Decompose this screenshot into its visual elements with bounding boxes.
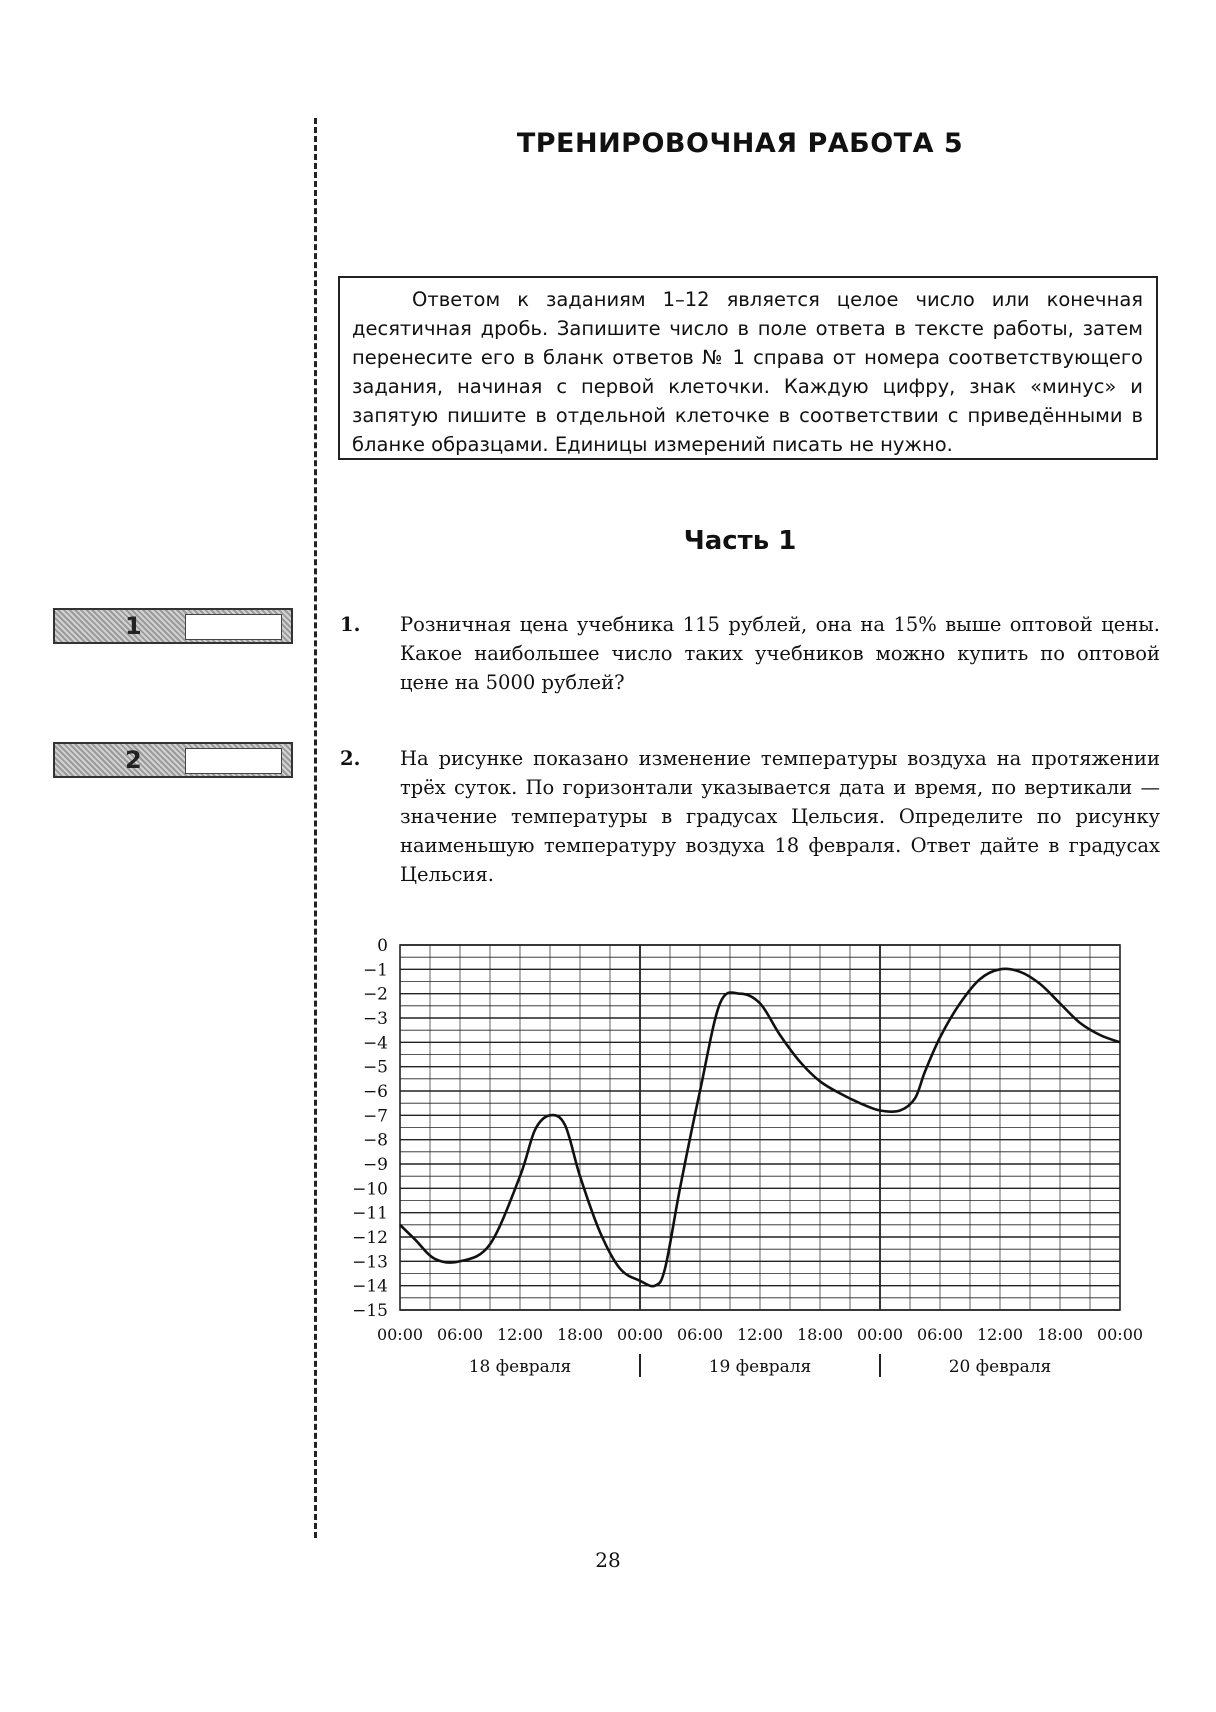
y-tick-label: −12: [352, 1228, 388, 1248]
y-tick-label: −10: [352, 1179, 388, 1200]
part-heading: Часть 1: [683, 526, 797, 556]
x-tick-label: 18:00: [796, 1325, 844, 1344]
task-1: [340, 610, 1160, 697]
instructions-box: Ответом к заданиям 1–12 является целое число или конечная десятичная дробь. Запишите число в поле ответа в тексте работы, затем перенесите его в бланк ответов № 1 справа от номера соответствующего задания, начиная с первой клеточки. Каждую цифру, знак «минус» и запятую пишите в отдельной клеточке в соответствии с приведёнными в бланке образцами. Единицы измерений писать не нужно.: [338, 276, 1158, 460]
y-tick-label: −1: [362, 960, 388, 981]
x-tick-label: 00:00: [1096, 1325, 1144, 1344]
y-tick-label: −3: [362, 1009, 388, 1029]
answer-input-2[interactable]: [185, 748, 282, 774]
task-2: [340, 744, 1160, 889]
x-tick-label: 00:00: [376, 1325, 424, 1344]
page-title: ТРЕНИРОВОЧНАЯ РАБОТА 5: [516, 128, 964, 159]
task-number: 2.: [340, 747, 361, 770]
y-tick-label: −5: [362, 1057, 388, 1078]
x-tick-label: 18:00: [1036, 1325, 1084, 1344]
answer-field-number: 2: [125, 746, 142, 774]
x-tick-label: 06:00: [676, 1325, 724, 1344]
page-number: 28: [595, 1548, 621, 1572]
x-tick-label: 12:00: [736, 1325, 784, 1344]
x-tick-label: 00:00: [856, 1325, 904, 1344]
day-label: 20 февраля: [948, 1357, 1052, 1377]
x-tick-label: 00:00: [616, 1325, 664, 1344]
y-tick-label: 0: [377, 936, 388, 956]
answer-input-1[interactable]: [185, 614, 282, 640]
task-text: Розничная цена учебника 115 рублей, она на 15% выше оптовой цены. Какое наибольшее число таких учебников можно купить по оптовой цене на 5000 рублей?: [400, 613, 1160, 694]
answer-field-1[interactable]: [53, 608, 293, 644]
cut-line: [314, 118, 317, 1538]
x-tick-label: 06:00: [916, 1325, 964, 1344]
x-tick-label: 06:00: [436, 1325, 484, 1344]
x-tick-label: 18:00: [556, 1325, 604, 1344]
day-label: 18 февраля: [468, 1357, 572, 1377]
x-tick-label: 12:00: [976, 1325, 1024, 1344]
y-tick-label: −15: [352, 1301, 388, 1321]
y-tick-label: −7: [362, 1106, 388, 1127]
day-label: 19 февраля: [708, 1357, 812, 1377]
task-number: 1.: [340, 613, 361, 636]
y-tick-label: −9: [362, 1155, 388, 1175]
y-tick-label: −4: [362, 1033, 388, 1054]
answer-field-number: 1: [125, 612, 142, 640]
x-tick-label: 12:00: [496, 1325, 544, 1344]
y-tick-label: −13: [352, 1252, 388, 1273]
y-tick-label: −6: [362, 1082, 388, 1102]
y-tick-label: −14: [352, 1276, 388, 1297]
y-tick-label: −11: [352, 1203, 388, 1224]
y-tick-label: −8: [362, 1130, 388, 1151]
task-text: На рисунке показано изменение температуры воздуха на протяжении трёх суток. По горизонтали указывается дата и время, по вертикали — значение температуры в градусах Цельсия. Определите по рисунку наименьшую температуру воздуха 18 февраля. Ответ дайте в градусах Цельсия.: [400, 747, 1160, 886]
temperature-chart: [340, 925, 1160, 1495]
y-tick-label: −2: [362, 984, 388, 1005]
answer-field-2[interactable]: [53, 742, 293, 778]
